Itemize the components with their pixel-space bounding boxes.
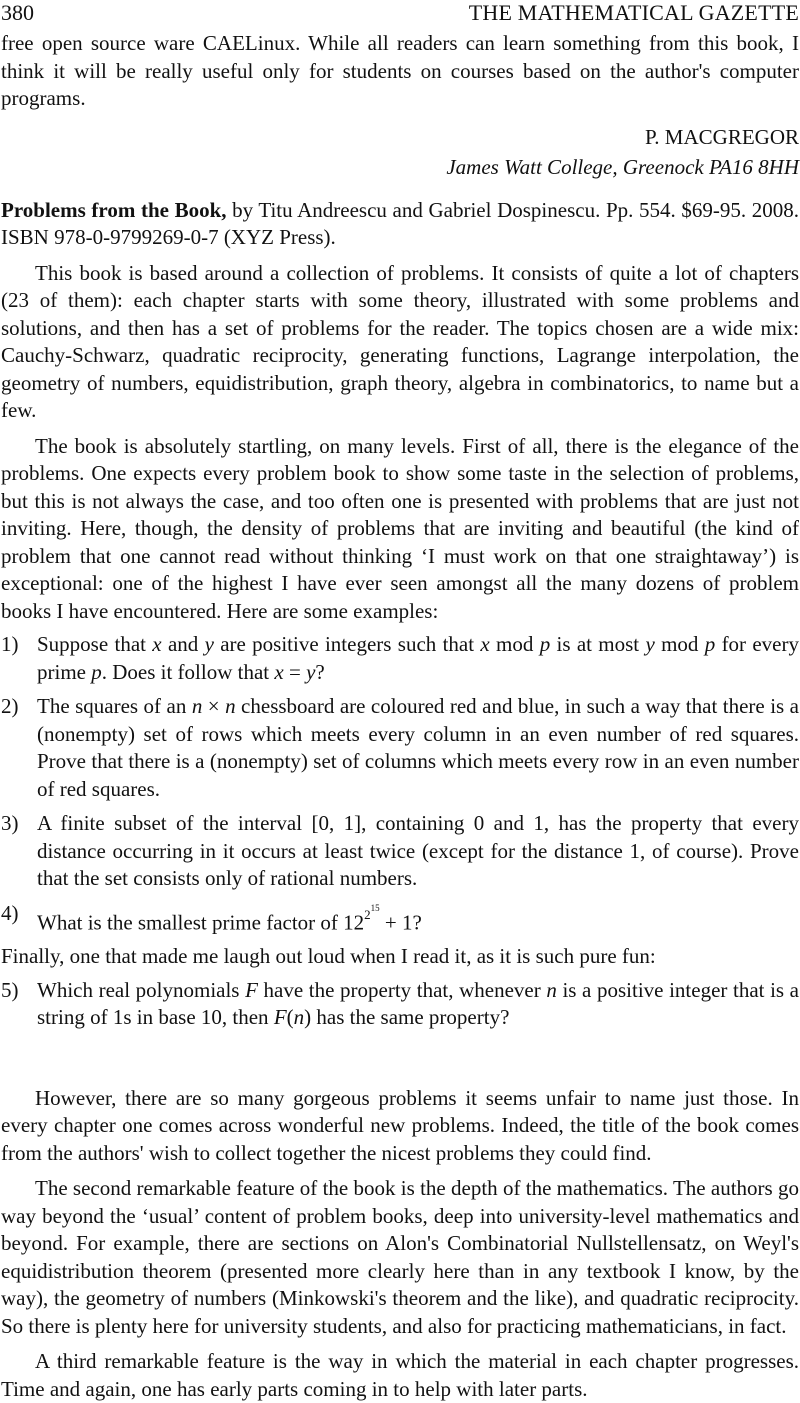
problem-number: 5) xyxy=(1,977,19,1002)
spacer xyxy=(1,1039,799,1085)
problem-number: 2) xyxy=(1,694,19,718)
review-paragraph-3: However, there are so many gorgeous problems it seems unfair to name just those. In every chapter one comes across wonderful new problems. Indeed, the title of the book comes from the authors' wish to collect together the nicest problems they could find. xyxy=(1,1085,799,1165)
problem-item-1: 1) Suppose that x and y are positive integers such that x mod p is at most y mod p for every prime p. Does it follow that x = y? xyxy=(1,632,799,684)
book-title: Problems from the Book, xyxy=(1,197,227,222)
problem-number: 3) xyxy=(1,811,19,835)
problem-item-5: 5) Which real polynomials F have the property that, whenever n is a positive integer that is a string of 1s in base 10, then F(n) has the same property? xyxy=(1,977,799,1030)
problem-item-3: 3) A finite subset of the interval [0, 1], containing 0 and 1, has the property that every distance occurring in it occurs at least twice (except for the distance 1, of course). Prove that the set consists only of rational numbers. xyxy=(1,811,799,890)
problem-item-2: 2) The squares of an n × n chessboard are coloured red and blue, in such a way that there is a (nonempty) set of rows which meets every column in an even number of red squares. Prove that there is a (nonempty) set of columns which meets every row in an even number of red squares. xyxy=(1,694,799,801)
exponent: 215 xyxy=(364,902,380,922)
review-paragraph-4: The second remarkable feature of the book is the depth of the mathematics. The authors go way beyond the ‘usual’ content of problem books, deep into university-level mathematics and beyond. For example, there are sections on Alon's Combinatorial Nullstellensatz, on Weyl's equidistribution theorem (presented more clearly here than in any textbook I know, by the way), the geometry of numbers (Minkowski's theorem and the like), and quadratic reciprocity. So there is plenty here for university students, and also for practicing mathematicians, in fact. xyxy=(1,1176,799,1338)
finally-line: Finally, one that made me laugh out loud when I read it, as it is such pure fun: xyxy=(1,944,656,969)
journal-title: THE MATHEMATICAL GAZETTE xyxy=(468,0,799,25)
reviewer-affiliation: James Watt College, Greenock PA16 8HH xyxy=(446,154,799,179)
book-details: by Titu Andreescu and Gabriel Dospinescu. Pp. 554. $69-95. 2008. ISBN 978-0-9799269-0-7 (XYZ Press). xyxy=(1,197,799,249)
problem-list xyxy=(1,631,799,936)
problem-item-4: 4) What is the smallest prime factor of $12^{2^{15}} + 1$? xyxy=(1,900,422,934)
page-number: 380 xyxy=(1,0,34,25)
review-citation xyxy=(1,197,799,252)
review-paragraph-1: This book is based around a collection of problems. It consists of quite a lot of chapters (23 of them): each chapter starts with some theory, illustrated with some problems and solutions, and then has a set of problems for the reader. The topics chosen are a wide mix: Cauchy-Schwarz, quadratic reciprocity, generating functions, Lagrange interpolation, the geometry of numbers, equidistribution, graph theory, algebra in combinatorics, to name but a few. xyxy=(1,260,799,422)
reviewer-name: P. MACGREGOR xyxy=(644,124,799,149)
problem-number: 1) xyxy=(1,632,19,656)
problem-number: 4) xyxy=(1,900,19,925)
running-header xyxy=(1,0,799,30)
problem-list-final xyxy=(1,977,799,1032)
review-paragraph-2: The book is absolutely startling, on many levels. First of all, there is the elegance of the problems. One expects every problem book to show some taste in the selection of problems, but this is not always the case, and too often one is presented with problems that are just not inviting. Here, though, the density of problems that are inviting and beautiful (the kind of problem that one cannot read without thinking ‘I must work on that one straightaway’) is exceptional: one of the highest I have ever seen amongst all the many dozens of problem books I have encountered. Here are some examples: xyxy=(1,433,799,623)
review-paragraph-5: A third remarkable feature is the way in which the material in each chapter progresses. Time and again, one has early parts coming in to help with later parts. xyxy=(1,1349,799,1401)
previous-review-tail: free open source ware CAELinux. While all readers can learn something from this book, I think it will be really useful only for students on courses based on the author's computer programs. xyxy=(1,31,799,110)
